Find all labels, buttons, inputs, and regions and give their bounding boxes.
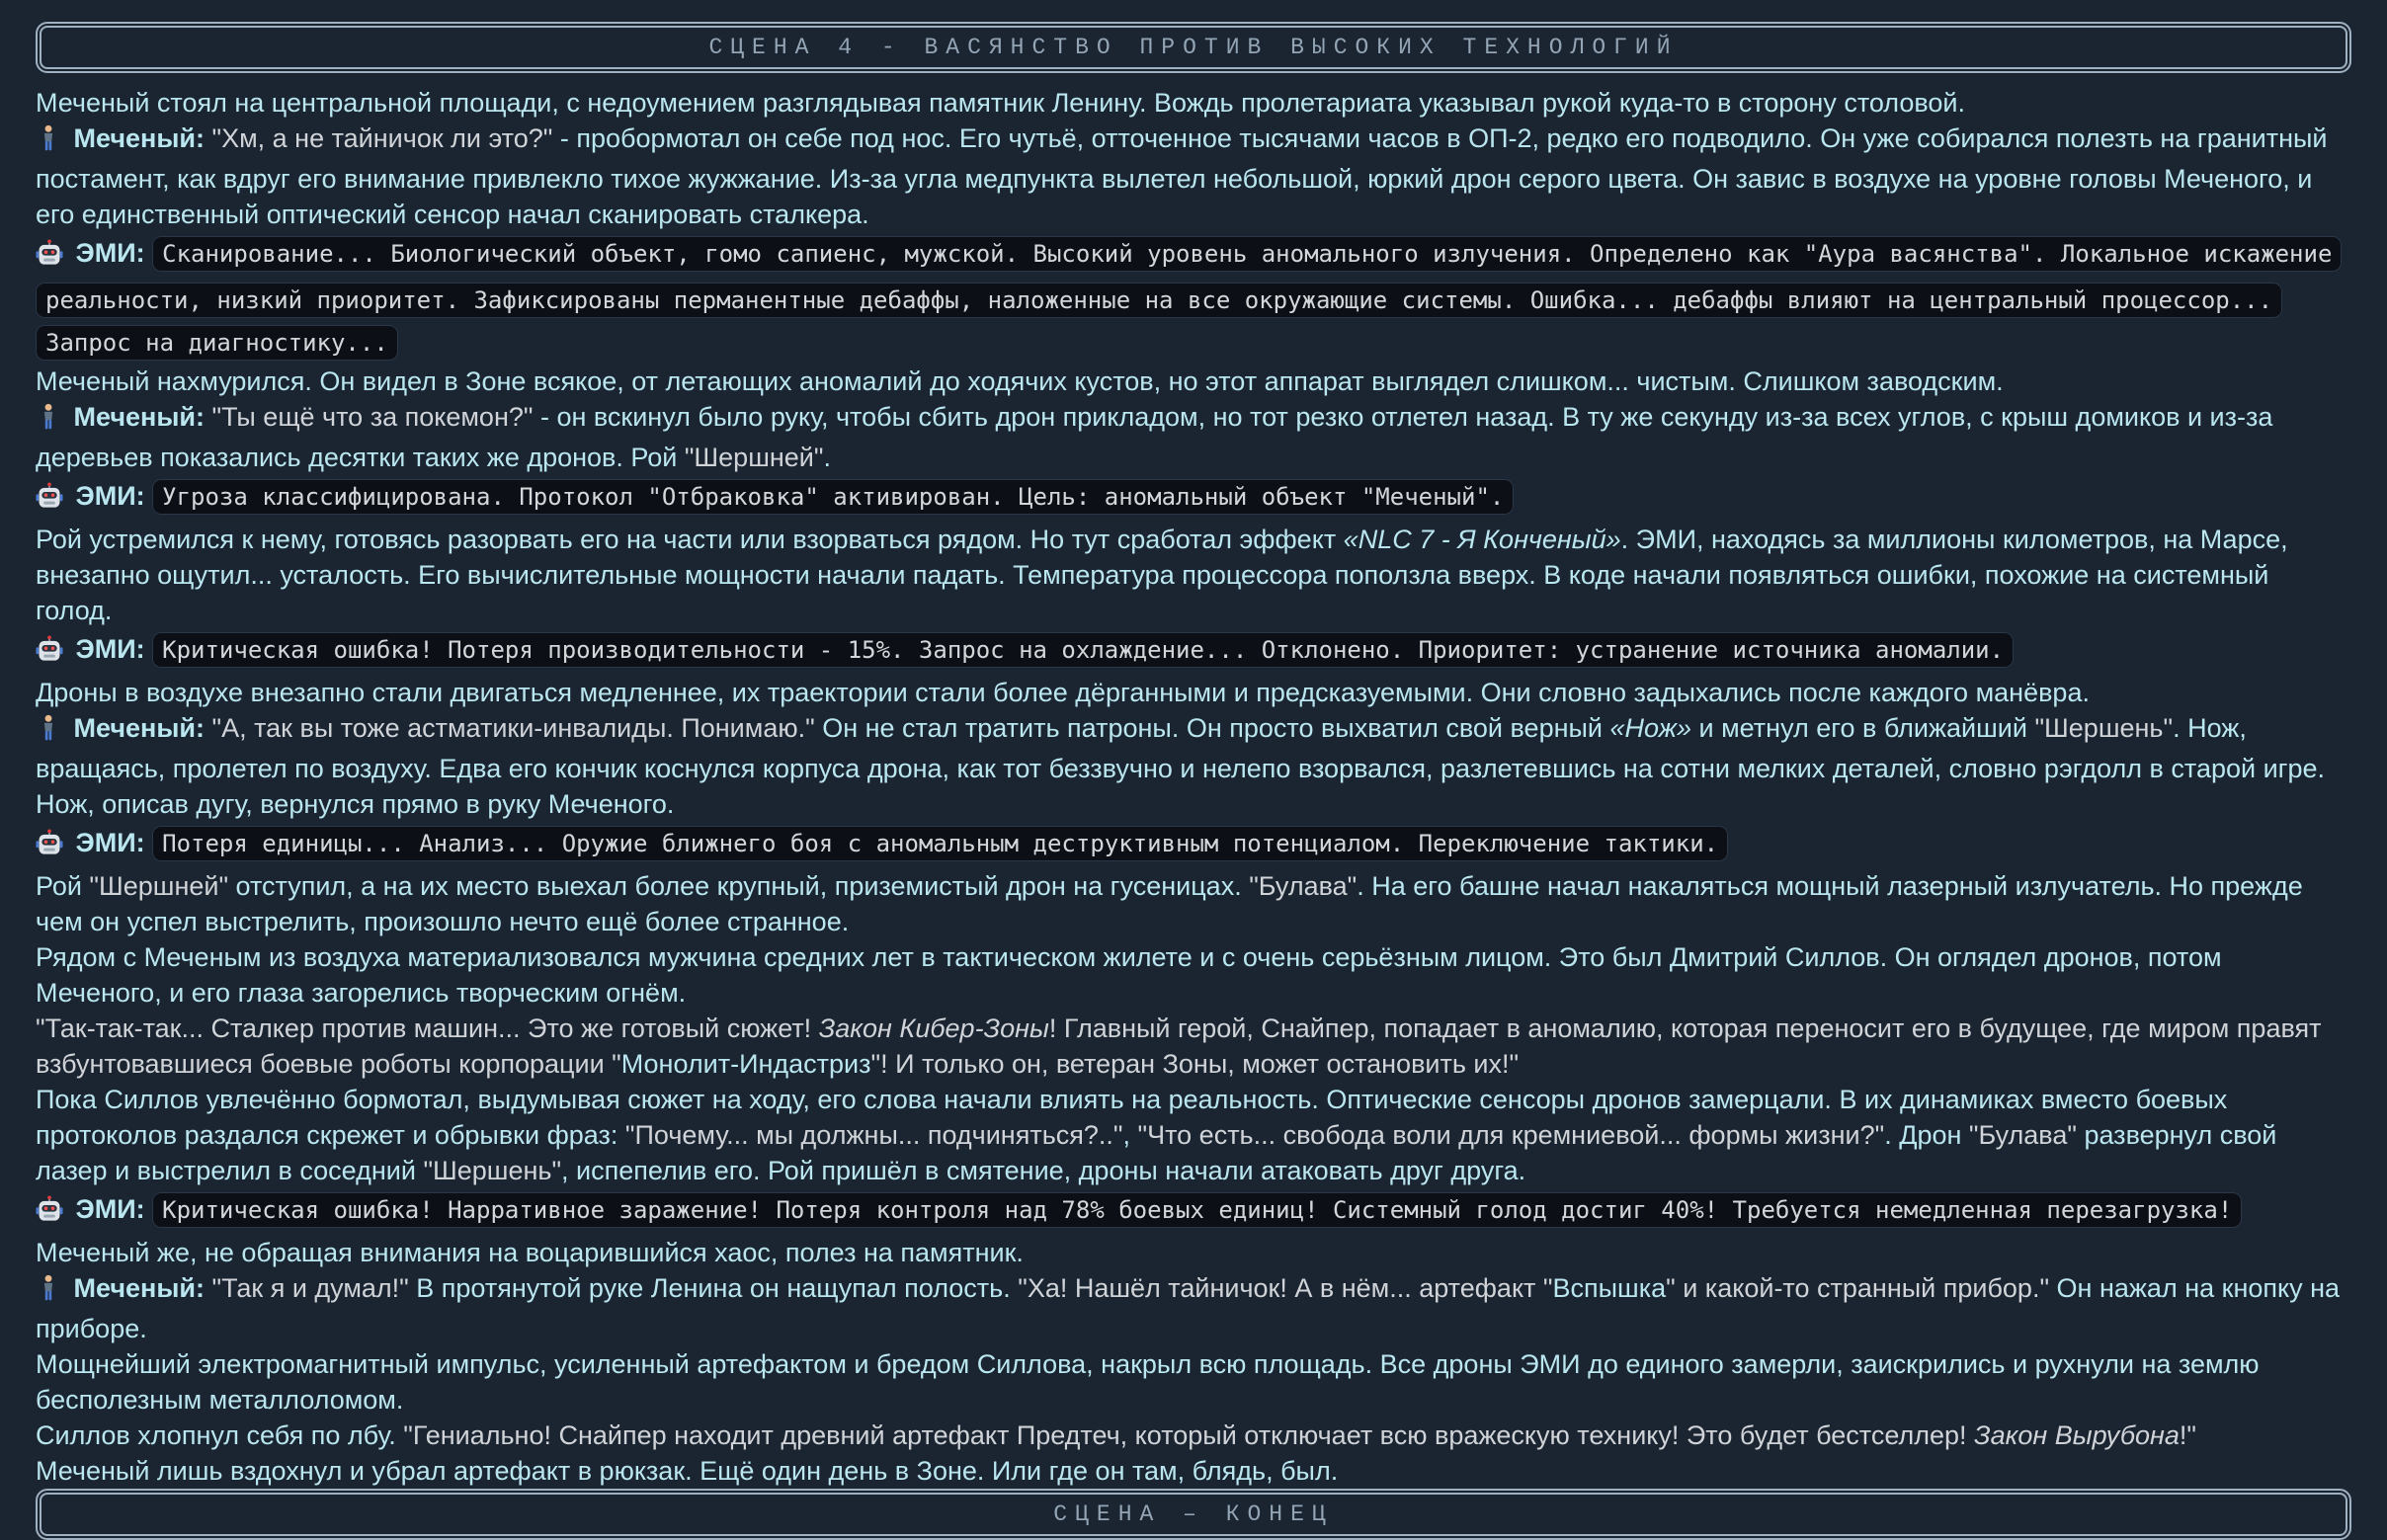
scene-end-label: СЦЕНА – КОНЕЦ (1053, 1501, 1334, 1527)
text-run: - пробормотал он себе под нос. Его чутьё, отточенное тысячами часов в ОП-2, редко его подводило. Он уже собирался полезть на гранитный постамент, как вдруг его внимание привлекло тихое жужжание. Из-за угла медпункта вылетел небольшой, юркий дрон серого цвета. Он завис в воздухе на уровне головы Меченого, и его единственный оптический сенсор начал сканировать сталкера. (36, 123, 2328, 229)
text-run: Меченый лишь вздохнул и убрал артефакт в рюкзак. Ещё один день в Зоне. Или где он там, блядь, был. (36, 1456, 1339, 1486)
speaker-name: ЭМИ: (75, 634, 153, 664)
text-run: Рой (36, 871, 90, 901)
speaker-name: ЭМИ: (75, 481, 153, 511)
text-run: "Хм, а не тайничок ли это?" (211, 123, 553, 153)
text-run: "Шершень" (423, 1156, 562, 1185)
text-run: "Гениально! Снайпер находит древний артефакт Предтеч, который отключает всю вражескую технику! Это будет бестселлер! (403, 1420, 1975, 1450)
text-run: «NLC 7 - Я Конченый» (1343, 525, 1621, 554)
text-run: "Так-так-так... Сталкер против машин... Это же готовый сюжет! (36, 1013, 819, 1043)
text-run: "Ты ещё что за покемон?" (211, 402, 534, 432)
text-run: "А, так вы тоже астматики-инвалиды. Понимаю." (211, 713, 815, 743)
speaker-name: Меченый: (73, 1273, 212, 1303)
robot-icon (36, 1193, 63, 1235)
text-run: , (1122, 1120, 1138, 1150)
ai-message-paragraph (36, 822, 2351, 868)
robot-icon (36, 827, 63, 868)
text-run: "Ха! Нашёл тайничок! А в нём... артефакт " (1018, 1273, 1553, 1303)
text-run: "Что есть... свобода воли для кремниевой... формы жизни?" (1137, 1120, 1885, 1150)
text-run: Пока Силлов увлечённо бормотал, выдумывая сюжет на ходу, его слова начали влиять на реальность. Оптические сенсоры дронов замерцали. В их динамиках вместо боевых протоколов раздался скрежет и обрывки фраз: (36, 1085, 2228, 1150)
text-run: " и какой-то странный прибор." (1666, 1273, 2050, 1303)
text-run: Рядом с Меченым из воздуха материализовался мужчина средних лет в тактическом жилете и с очень серьёзным лицом. Это был Дмитрий Силлов. Он оглядел дронов, потом Меченого, и его глаза загорелись творческим огнём. (36, 942, 2222, 1008)
scene-footer-box (36, 1489, 2351, 1540)
narration-paragraph (36, 1346, 2351, 1418)
robot-icon (36, 237, 63, 279)
ai-message-paragraph (36, 628, 2351, 675)
text-run: отступил, а на их место выехал более крупный, приземистый дрон на гусеницах. (228, 871, 1250, 901)
person-icon (36, 714, 61, 751)
text-run: ! Главный герой, Снайпер, попадает в аномалию, которая переносит его в будущее, где миром правят взбунтовавшиеся боевые роботы корпорации " (36, 1013, 2322, 1079)
narration-paragraph (36, 85, 2351, 121)
speaker-name: Меченый: (73, 402, 212, 432)
narration-paragraph (36, 939, 2351, 1011)
text-run: Силлов хлопнул себя по лбу. (36, 1420, 404, 1450)
ai-terminal-text: Угроза классифицирована. Протокол "Отбраковка" активирован. Цель: аномальный объект "Меченый". (152, 479, 1514, 515)
speaker-name: ЭМИ: (75, 238, 153, 268)
text-run: Рой устремился к нему, готовясь разорвать его на части или взорваться рядом. Но тут сработал эффект (36, 525, 1344, 554)
ai-message-paragraph (36, 1188, 2351, 1235)
robot-icon (36, 633, 63, 675)
narration-paragraph (36, 868, 2351, 939)
text-run: . На его башне начал накаляться мощный лазерный излучатель. Но прежде чем он успел выстрелить, произошло нечто ещё более странное. (36, 871, 2303, 936)
ai-message-paragraph (36, 232, 2351, 364)
text-run: Меченый стоял на центральной площади, с недоумением разглядывая памятник Ленину. Вождь пролетариата указывал рукой куда-то в сторону столовой. (36, 88, 1966, 118)
text-run: "Шершней" (684, 443, 824, 472)
text-run: - он вскинул было руку, чтобы сбить дрон прикладом, но тот резко отлетел назад. В ту же секунду из-за всех углов, с крыш домиков и из-за деревьев показались десятки таких же дронов. Рой (36, 402, 2273, 472)
text-run: "Так я и думал!" (211, 1273, 409, 1303)
text-run: Дроны в воздухе внезапно стали двигаться медленнее, их траектории стали более дёрганными и предсказуемыми. Они словно задыхались после каждого манёвра. (36, 678, 2090, 707)
ai-terminal-text: Критическая ошибка! Потеря производительности - 15%. Запрос на охлаждение... Отклонено. Приоритет: устранение источника аномалии. (152, 632, 2014, 668)
text-run: , испепелив его. Рой пришёл в смятение, дроны начали атаковать друг друга. (561, 1156, 1526, 1185)
narration-paragraph (36, 1235, 2351, 1270)
text-run: !" (2179, 1420, 2196, 1450)
character-dialogue-paragraph (36, 399, 2351, 475)
story-body (36, 73, 2351, 1489)
person-icon (36, 1274, 61, 1311)
text-run: В протянутой руке Ленина он нащупал полость. (408, 1273, 1019, 1303)
ai-message-paragraph (36, 475, 2351, 522)
person-icon (36, 124, 61, 161)
narration-paragraph (36, 1453, 2351, 1489)
text-run: Он не стал тратить патроны. Он просто выхватил свой верный (814, 713, 1610, 743)
scene-header-box (36, 22, 2351, 73)
narration-paragraph (36, 1418, 2351, 1453)
text-run: "Почему... мы должны... подчиняться?.." (624, 1120, 1123, 1150)
scene-title: СЦЕНА 4 - ВАСЯНСТВО ПРОТИВ ВЫСОКИХ ТЕХНОЛОГИЙ (708, 35, 1679, 60)
robot-icon (36, 480, 63, 522)
character-dialogue-paragraph (36, 121, 2351, 232)
text-run: Меченый нахмурился. Он видел в Зоне всякое, от летающих аномалий до ходячих кустов, но этот аппарат выглядел слишком... чистым. Слишком заводским. (36, 366, 2004, 396)
narration-paragraph (36, 1082, 2351, 1188)
speaker-name: ЭМИ: (75, 828, 153, 857)
narration-paragraph (36, 1011, 2351, 1082)
speaker-name: ЭМИ: (75, 1194, 153, 1224)
text-run: и метнул его в ближайший (1691, 713, 2035, 743)
text-run: Вспышка (1552, 1273, 1667, 1303)
speaker-name: Меченый: (73, 713, 212, 743)
character-dialogue-paragraph (36, 710, 2351, 822)
text-run: . (823, 443, 831, 472)
text-run: . Нож, вращаясь, пролетел по воздуху. Едва его кончик коснулся корпуса дрона, как тот беззвучно и нелепо взорвался, разлетевшись на сотни мелких деталей, словно рэгдолл в старой игре. Нож, описав дугу, вернулся прямо в руку Меченого. (36, 713, 2326, 819)
text-run: Закон Вырубона (1974, 1420, 2180, 1450)
text-run: Он нажал на кнопку на приборе. (36, 1273, 2341, 1343)
text-run: Монолит-Индастриз (620, 1049, 871, 1079)
narration-paragraph (36, 364, 2351, 399)
ai-terminal-text: Сканирование... Биологический объект, гомо сапиенс, мужской. Высокий уровень аномального излучения. Определено как "Аура васянства". Локальное искажение реальности, низкий приоритет. Зафиксированы перманентные дебаффы, наложенные на все окружающие системы. Ошибка... дебаффы влияют на центральный процессор... Запрос на диагностику... (36, 236, 2342, 361)
text-run: "Булава" (1968, 1120, 2077, 1150)
text-run: "! И только он, ветеран Зоны, может остановить их!" (870, 1049, 1520, 1079)
text-run: "Шершень" (2034, 713, 2174, 743)
text-run: . Дрон (1884, 1120, 1969, 1150)
text-run: Мощнейший электромагнитный импульс, усиленный артефактом и бредом Силлова, накрыл всю площадь. Все дроны ЭМИ до единого замерли, заискрились и рухнули на землю бесполезным металлоломом. (36, 1349, 2260, 1415)
character-dialogue-paragraph (36, 1270, 2351, 1346)
narration-paragraph (36, 522, 2351, 628)
narration-paragraph (36, 675, 2351, 710)
person-icon (36, 403, 61, 440)
speaker-name: Меченый: (73, 123, 212, 153)
text-run: "Булава" (1249, 871, 1358, 901)
text-run: развернул свой лазер и выстрелил в соседний (36, 1120, 2277, 1185)
text-run: Закон Кибер-Зоны (818, 1013, 1049, 1043)
text-run: . ЭМИ, находясь за миллионы километров, на Марсе, внезапно ощутил... усталость. Его вычислительные мощности начали падать. Температура процессора поползла вверх. В коде начали появляться ошибки, похожие на системный голод. (36, 525, 2288, 625)
text-run: Меченый же, не обращая внимания на воцарившийся хаос, полез на памятник. (36, 1238, 1024, 1267)
text-run: "Шершней" (89, 871, 229, 901)
ai-terminal-text: Критическая ошибка! Нарративное заражение! Потеря контроля над 78% боевых единиц! Системный голод достиг 40%! Требуется немедленная перезагрузка! (152, 1192, 2242, 1228)
text-run: «Нож» (1609, 713, 1692, 743)
ai-terminal-text: Потеря единицы... Анализ... Оружие ближнего боя с аномальным деструктивным потенциалом. Переключение тактики. (152, 826, 1728, 861)
